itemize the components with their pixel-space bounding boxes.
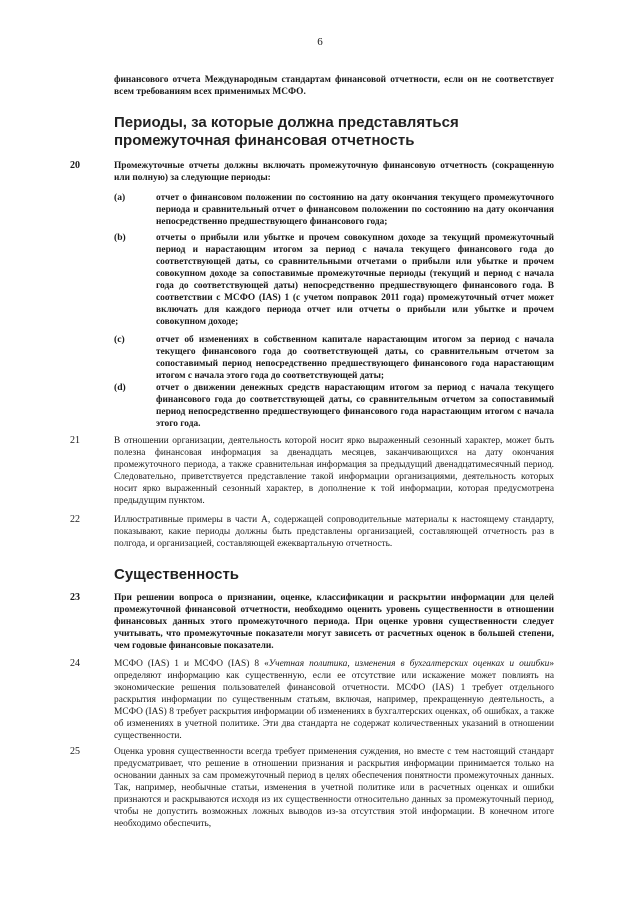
paragraph-text: Промежуточные отчеты должны включать промежуточную финансовую отчетность (сокращенную или полную) за следующие периоды: [114,161,554,183]
paragraph-number: 25 [70,746,80,757]
list-item-text: отчет о движении денежных средств нарастающим итогом за период с начала текущего финансового года до соответствующей даты, со сравнительным отчетом за сопоставимый период непосредственно предшествующего финансового года нарастающим итогом с начала этого года. [156,383,554,429]
list-item-text: отчет о финансовом положении по состоянию на дату окончания текущего промежуточного периода и сравнительный отчет о финансовом положении по состоянию на дату окончания непосредственно предшествующего финансового года; [156,193,554,227]
list-item-text: отчеты о прибыли или убытке и прочем совокупном доходе за текущий промежуточный период и нарастающим итогом за период с начала текущего финансового года до соответствующей даты, со сравнительными отчетами о прибыли или убытке и прочем совокупном доходе за сопоставимые промежуточные периоды (текущий и период с начала года до соответствующей даты) непосредственно предшествующего финансового года. В соответствии с МСФО (IAS) 1 (с учетом поправок 2011 года) промежуточный отчет может включать для каждого периода отчет или отчеты о прибыли или убытке и прочем совокупном доходе; [156,233,554,327]
paragraph-text: Иллюстративные примеры в части А, содержащей сопроводительные материалы к настоящему стандарту, показывают, какие периоды должны быть представлены организацией, составляющей отчетность раз в полгода, и организацией, составляющей ежеквартальную отчетность. [114,515,554,549]
list-item-text: отчет об изменениях в собственном капитале нарастающим итогом за период с начала текущего финансового года до соответствующей даты, со сравнительным отчетом за сопоставимый период непосредственно предшествующего финансового года нарастающим итогом с начала этого года до соответствующей даты; [156,335,554,381]
paragraph-number: 23 [70,592,80,603]
list-item-label: (a) [114,192,126,203]
intro-paragraph: финансового отчета Международным стандартам финансовой отчетности, если он не соответствует всем требованиям всех применимых МСФО. [114,75,554,97]
standard-title-italic: Учетная политика, изменения в бухгалтерских оценках и ошибки [268,659,550,669]
section-title-materiality: Существенность [114,566,240,583]
paragraph-number: 21 [70,435,80,446]
paragraph-number: 24 [70,658,80,669]
list-item-label: (c) [114,334,125,345]
list-item-label: (b) [114,232,126,243]
paragraph-text: При решении вопроса о признании, оценке, классификации и раскрытии информации для целей промежуточной финансовой отчетности, необходимо оценить уровень существенности в отношении финансовых данных этого промежуточного периода. При оценке уровня существенности следует учитывать, что промежуточные показатели могут зависеть от расчетных оценок в большей степени, чем годовые финансовые показатели. [114,593,554,651]
paragraph-text: В отношении организации, деятельность которой носит ярко выраженный сезонный характер, может быть полезна финансовая информация за двенадцать месяцев, заканчивающихся на дату окончания промежуточного периода, а также сравнительная информация за предыдущий двенадцатимесячный период. Следовательно, приветствуется представление такой информации организациями, деятельность которых носит ярко выраженный сезонный характер, в дополнение к той информации, которая предусмотрена предыдущим пунктом. [114,436,554,506]
section-title-periods: Периоды, за которые должна представляться промежуточная финансовая отчетность [114,114,459,149]
paragraph-text [114,658,554,742]
paragraph-text: Оценка уровня существенности всегда требует применения суждения, но вместе с тем настоящий стандарт предусматривает, что решение в отношении признания и раскрытия информации принимается только на основании данных за сам промежуточный период в целях обеспечения понятности промежуточных данных. Так, например, необычные статьи, изменения в учетной политике или в расчетных оценках и ошибки признаются и раскрываются исходя из их существенности относительно данных за промежуточный период, чтобы не допустить возможных ложных выводов из-за отсутствия этой информации. В конечном итоге необходимо обеспечить, [114,747,554,829]
paragraph-number: 20 [70,160,80,171]
paragraph-number: 22 [70,514,80,525]
paragraph-text-rest: » определяют информацию как существенную, если ее отсутствие или искажение может повлиять на экономические решения пользователей финансовой отчетности. МСФО (IAS) 1 требует отдельного раскрытия информации по существенным статьям, включая, например, прекращенную деятельность, а МСФО (IAS) 8 требует раскрытия информации об изменениях в бухгалтерских оценках, об ошибках, а также об изменениях в учетной политике. Эти два стандарта не содержат количественных указаний в отношении существенности. [114,659,554,741]
page-number: 6 [317,36,323,48]
list-item-label: (d) [114,382,126,393]
paragraph-text-start: МСФО (IAS) 1 и МСФО (IAS) 8 « [114,659,269,669]
